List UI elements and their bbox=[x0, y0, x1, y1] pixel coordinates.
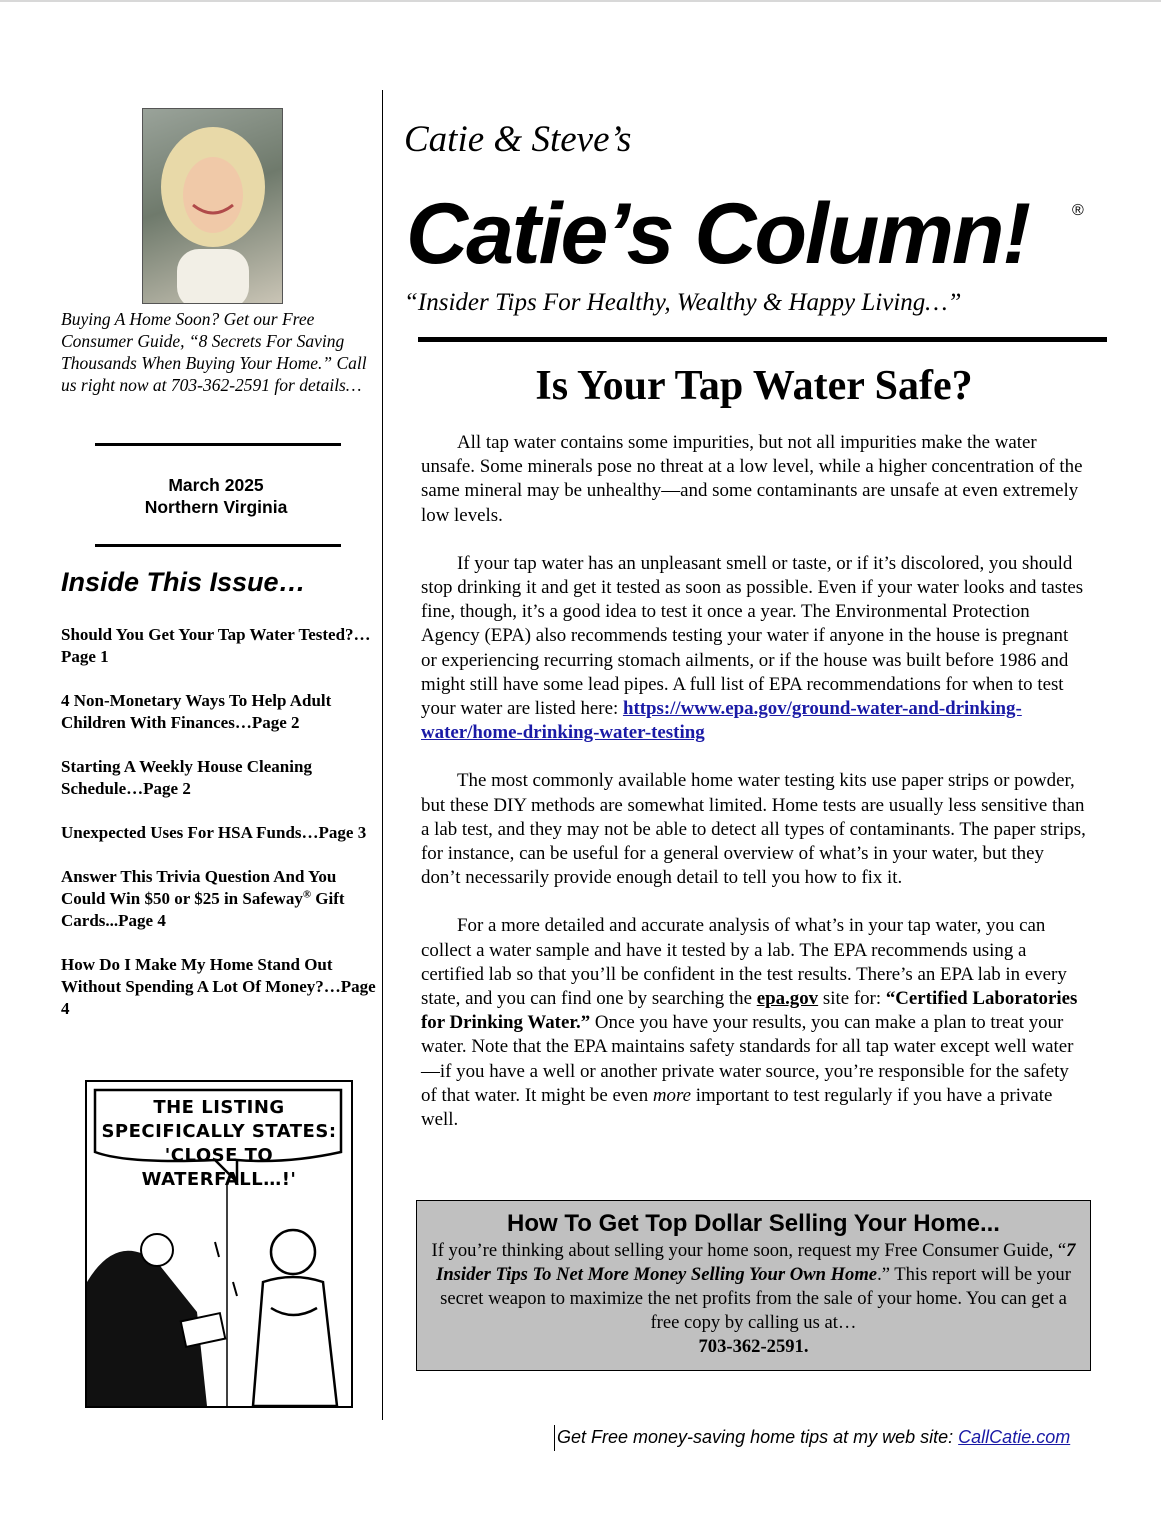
cartoon-caption: THE LISTING SPECIFICALLY STATES: 'CLOSE TO WATERFALL…!' bbox=[101, 1097, 337, 1190]
toc-trivia-text-end: Gift Cards...Page 4 bbox=[61, 889, 345, 930]
sidebar-divider bbox=[95, 544, 341, 547]
inside-issue-title: Inside This Issue… bbox=[61, 567, 306, 597]
sidebar-divider bbox=[95, 443, 341, 446]
certified-labs-phrase: “Certified Laboratories for Drinking Water.” bbox=[421, 988, 1078, 1034]
callout-text: If you’re thinking about selling your home soon, request my Free Consumer Guide, “ bbox=[431, 1240, 1067, 1261]
epa-gov-reference: epa.gov bbox=[756, 988, 819, 1010]
callout-phone: 703-362-2591. bbox=[698, 1336, 809, 1357]
seller-callout-box bbox=[416, 1200, 1091, 1371]
paragraph-text: If your tap water has an unpleasant smell or taste, or if it’s discolored, you should stop drinking it and get it tested as soon as possible. Even if your water looks and tastes fine, though, it’s a good idea to test it once a year. The Environmental Protection Agency (EPA) also recommends testing your water if anyone in the house is pregnant or experiencing recurring stomach ailments, or if the house was built before 1986 and might still have some lead pipes. A full list of EPA recommendations for when to test your water are listed here: bbox=[421, 552, 1084, 720]
toc-trivia-text: Answer This Trivia Question And You Could Win $50 or $25 in Safeway bbox=[61, 867, 337, 908]
toc-item: 4 Non-Monetary Ways To Help Adult Children With Finances…Page 2 bbox=[61, 691, 332, 732]
column-divider bbox=[382, 90, 383, 1420]
issue-region: Northern Virginia bbox=[144, 497, 288, 517]
buyer-promo: Buying A Home Soon? Get our Free Consumer Guide, “8 Secrets For Saving Thousands When Buying Your Home.” Call us right now at 703-362-2591 for details… bbox=[61, 309, 367, 395]
article-paragraph bbox=[421, 552, 1087, 746]
callout-body bbox=[417, 1239, 1090, 1335]
toc-item: Unexpected Uses For HSA Funds…Page 3 bbox=[61, 823, 367, 842]
callout-guide-title: 7 Insider Tips To Net More Money Selling Your Own Home bbox=[436, 1240, 1076, 1285]
masthead-tagline: “Insider Tips For Healthy, Wealthy & Happy Living…” bbox=[404, 289, 962, 316]
toc-item: How Do I Make My Home Stand Out Without Spending A Lot Of Money?…Page 4 bbox=[61, 955, 376, 1018]
masthead-rule bbox=[418, 337, 1107, 342]
toc-item: Should You Get Your Tap Water Tested?…Page 1 bbox=[61, 625, 371, 666]
issue-date: March 2025 bbox=[168, 475, 264, 495]
cartoon bbox=[85, 1080, 353, 1408]
registered-mark: ® bbox=[302, 888, 312, 901]
callout-title: How To Get Top Dollar Selling Your Home... bbox=[507, 1210, 1000, 1237]
registered-mark: ® bbox=[1072, 202, 1084, 219]
paragraph-text: important to test regularly if you have a private well. bbox=[421, 1084, 1053, 1131]
issue-date-block bbox=[96, 474, 336, 518]
author-photo bbox=[142, 108, 283, 304]
paragraph-text: site for: bbox=[818, 988, 886, 1010]
footer-note bbox=[554, 1425, 1070, 1451]
emphasis-more: more bbox=[652, 1084, 691, 1106]
epa-testing-link[interactable]: https://www.epa.gov/ground-water-and-drinking-water/home-drinking-water-testing bbox=[421, 698, 1022, 744]
article-paragraph: All tap water contains some impurities, but not all impurities make the water unsafe. Some minerals pose no threat at a low level, while a higher concentration of the same mineral may be unhealthy—and some contaminants are unsafe at even extremely low levels. bbox=[421, 432, 1083, 526]
paragraph-text: For a more detailed and accurate analysis of what’s in your tap water, you can collect a water sample and have it tested by a lab. The EPA recommends using a certified lab so that you’ll be confident in the test results. There’s an EPA lab in every state, and you can find one by searching the bbox=[421, 915, 1067, 1010]
masthead-kicker: Catie & Steve’s bbox=[404, 119, 632, 160]
top-rule bbox=[0, 0, 1161, 2]
toc-item: Starting A Weekly House Cleaning Schedule…Page 2 bbox=[61, 757, 312, 798]
table-of-contents bbox=[61, 624, 379, 1042]
article-body bbox=[421, 431, 1087, 1156]
article-headline: Is Your Tap Water Safe? bbox=[535, 363, 973, 409]
toc-item-trivia bbox=[61, 866, 379, 932]
masthead-title: Catie’s Column! bbox=[406, 186, 1030, 282]
article-paragraph bbox=[421, 914, 1087, 1132]
paragraph-text: Once you have your results, you can make a plan to treat your water. Note that the EPA maintains safety standards for all tap water except well water—if you have a well or another private water source, you’re responsible for the safety of that water. It might be even bbox=[421, 1012, 1074, 1106]
website-link[interactable]: CallCatie.com bbox=[958, 1427, 1071, 1447]
footer-text: Get Free money-saving home tips at my web site: bbox=[557, 1427, 959, 1447]
article-paragraph: The most commonly available home water testing kits use paper strips or powder, but these DIY methods are somewhat limited. Home tests are usually less sensitive than a lab test, and they may not be able to detect all types of contaminants. The paper strips, for instance, can be useful for a general overview of what’s in your water, but they don’t necessarily provide enough detail to tell you how to fix it. bbox=[421, 770, 1086, 889]
callout-text: .” This report will be your secret weapon to maximize the net profits from the sale of your home. You can get a free copy by calling us at… bbox=[440, 1264, 1071, 1333]
